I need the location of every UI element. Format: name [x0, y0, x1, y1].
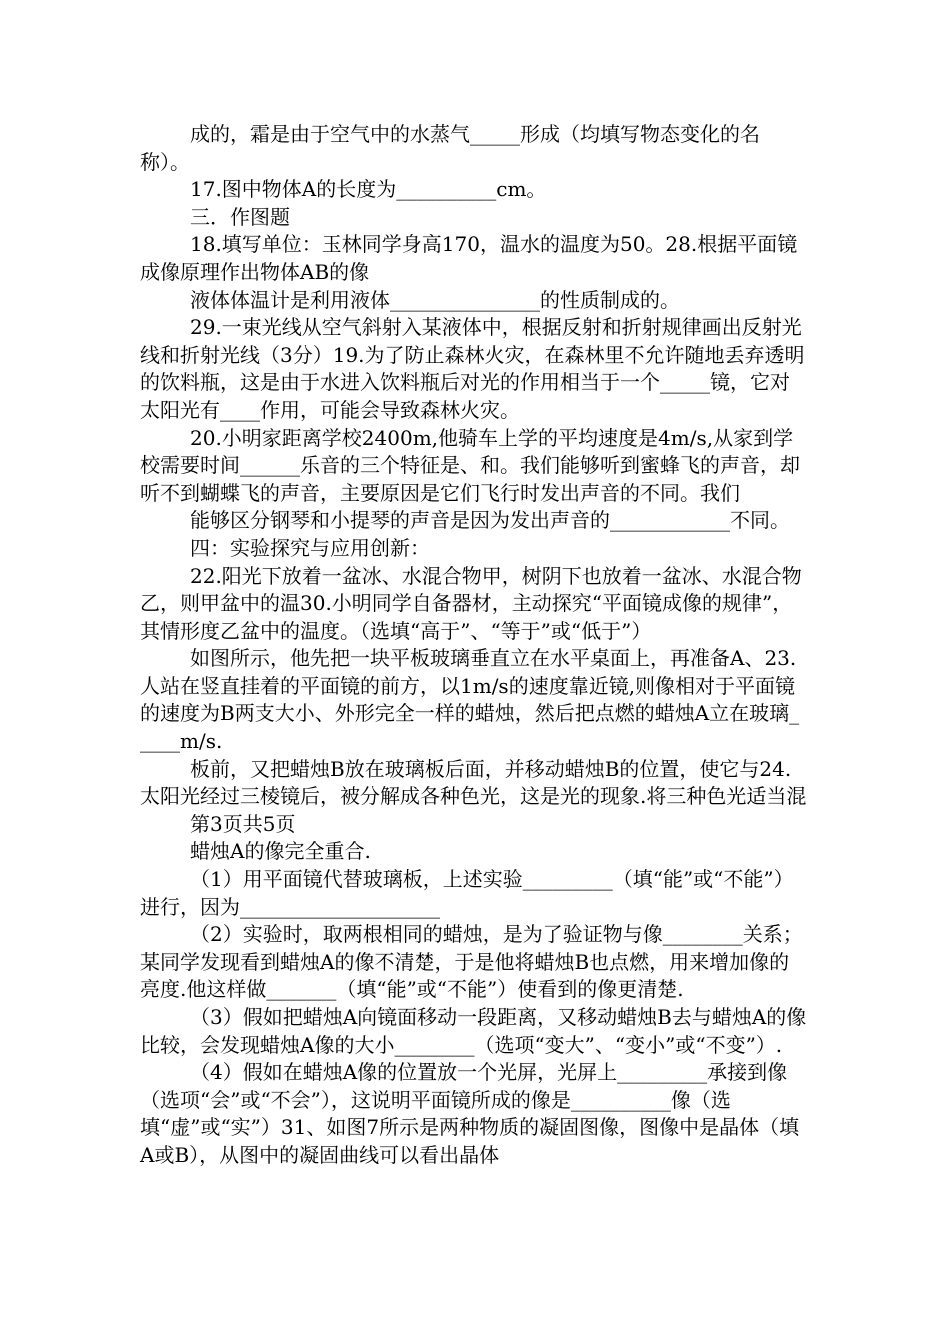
paragraph: 液体体温计是利用液体_______________的性质制成的。: [190, 287, 680, 312]
document-body: [140, 121, 808, 1170]
paragraph: （1）用平面镜代替玻璃板，上述实验_________（填“能”或“不能”）进行，因为____________________: [140, 867, 794, 919]
paragraph: 20.小明家距离学校2400m,他骑车上学的平均速度是4m/s,从家到学校需要时间______乐音的三个特征是、和。我们能够听到蜜蜂飞的声音，却听不到蝴蝶飞的声音，主要原因是它们飞行时发出声音的不同。我们: [140, 425, 800, 505]
section-heading: 四：实验探究与应用创新：: [190, 535, 430, 560]
paragraph: 18.填写单位：玉林同学身高170，温水的温度为50。28.根据平面镜成像原理作出物体AB的像: [140, 232, 798, 284]
section-heading: 三．作图题: [190, 204, 290, 229]
paragraph: 22.阳光下放着一盆冰、水混合物甲，树阴下也放着一盆冰、水混合物乙，则甲盆中的温30.小明同学自备器材，主动探究“平面镜成像的规律”，其情形度乙盆中的温度。（选填“高于”、“等于”或“低于”）: [140, 563, 802, 643]
paragraph: 成的，霜是由于空气中的水蒸气_____形成（均填写物态变化的名称）。: [140, 122, 760, 174]
paragraph: 17.图中物体A的长度为__________cm。: [190, 177, 547, 202]
paragraph: 能够区分钢琴和小提琴的声音是因为发出声音的____________不同。: [190, 508, 790, 533]
paragraph: 板前，又把蜡烛B放在玻璃板后面，并移动蜡烛B的位置，使它与24.太阳光经过三棱镜后，被分解成各种色光，这是光的现象.将三种色光适当混: [140, 756, 807, 809]
paragraph: （3）假如把蜡烛A向镜面移动一段距离，又移动蜡烛B去与蜡烛A的像比较，会发现蜡烛A像的大小________（选项“变大”、“变小”或“不变”）.: [140, 1005, 807, 1057]
paragraph: 如图所示，他先把一块平板玻璃垂直立在水平桌面上，再准备A、23.人站在竖直挂着的平面镜的前方，以1m/s的速度靠近镜,则像相对于平面镜的速度为B两支大小、外形完全一样的蜡烛，然后把点燃的蜡烛A立在玻璃_____m/s.: [140, 646, 800, 754]
paragraph: 蜡烛A的像完全重合.: [190, 839, 371, 864]
paragraph: （4）假如在蜡烛A像的位置放一个光屏，光屏上_________承接到像（选项“会”或“不会”），这说明平面镜所成的像是__________像（选填“虚”或“实”）31、如图7所示是两种物质的凝固图像，图像中是晶体（填A或B），从图中的凝固曲线可以看出晶体: [140, 1060, 800, 1167]
page-number: 第3页共5页: [190, 811, 296, 836]
paragraph: 29.一束光线从空气斜射入某液体中，根据反射和折射规律画出反射光线和折射光线（3分）19.为了防止森林火灾，在森林里不允许随地丢弃透明的饮料瓶，这是由于水进入饮料瓶后对光的作用相当于一个_____镜，它对太阳光有____作用，可能会导致森林火灾。: [140, 315, 805, 422]
paragraph: （2）实验时，取两根相同的蜡烛，是为了验证物与像________关系；某同学发现看到蜡烛A的像不清楚，于是他将蜡烛B也点燃，用来增加像的亮度.他这样做_______（填“能”或“不能”）使看到的像更清楚.: [140, 922, 803, 1002]
